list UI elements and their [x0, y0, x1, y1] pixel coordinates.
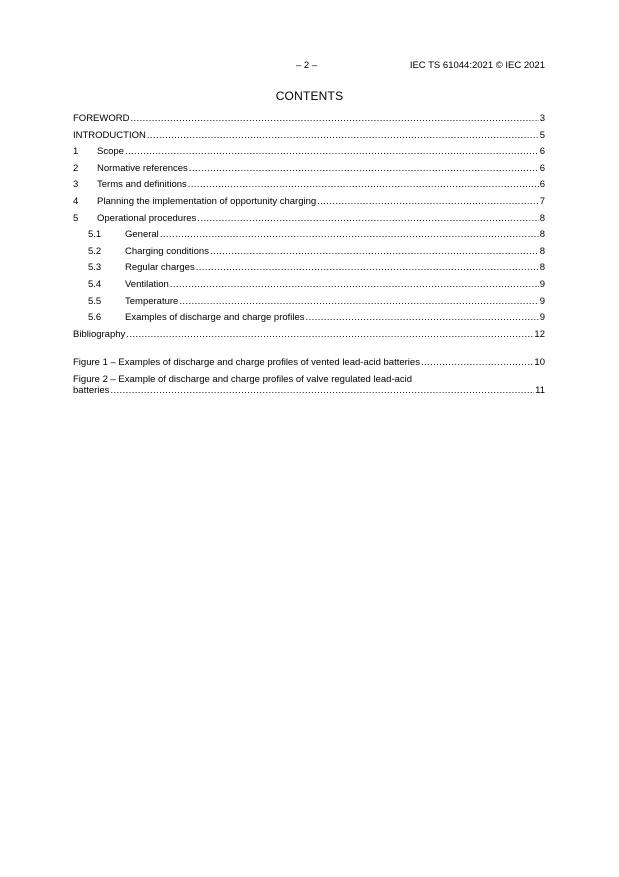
toc-entry-number: 1: [73, 146, 79, 158]
toc-entry-scope[interactable]: [73, 147, 545, 164]
toc-entry-number: 4: [73, 195, 79, 207]
toc-entry-planning[interactable]: [73, 197, 545, 214]
dot-leader: [179, 297, 538, 307]
figure-entry-2[interactable]: [73, 375, 545, 400]
toc-entry-foreword[interactable]: [73, 114, 545, 131]
figure-entry-page: 10: [534, 357, 545, 368]
toc-entry-title: Planning the implementation of opportunity charging: [97, 195, 317, 207]
dot-leader: [197, 214, 538, 224]
toc-entry-ventilation[interactable]: [73, 280, 545, 297]
dot-leader: [126, 330, 533, 340]
toc-entry-page: 6: [539, 179, 545, 191]
toc-entry-page: 8: [539, 212, 545, 224]
toc-entry-examples-profiles[interactable]: [73, 313, 545, 330]
dot-leader: [210, 247, 539, 257]
toc-entry-regular-charges[interactable]: [73, 263, 545, 280]
table-of-contents: [73, 114, 545, 346]
toc-entry-number: 5.2: [88, 245, 102, 257]
toc-entry-title: Regular charges: [125, 262, 195, 274]
toc-entry-title: Temperature: [125, 295, 179, 307]
figure-entry-title: Figure 2 – Example of discharge and charge profiles of valve regulated lead-acid: [73, 373, 413, 385]
toc-entry-number: 5.4: [88, 278, 102, 290]
list-of-figures: [73, 358, 545, 400]
toc-entry-general[interactable]: [73, 230, 545, 247]
toc-entry-title: Scope: [97, 146, 124, 158]
toc-entry-introduction[interactable]: [73, 131, 545, 148]
toc-entry-number: 2: [73, 162, 79, 174]
toc-entry-operational-procedures[interactable]: [73, 214, 545, 231]
toc-entry-title: Terms and definitions: [97, 179, 187, 191]
dot-leader: [306, 313, 539, 323]
toc-entry-page: 9: [539, 312, 545, 324]
toc-entry-page: 5: [539, 129, 545, 141]
figure-entry-title-continued: batteries: [73, 384, 110, 396]
toc-entry-page: 12: [534, 328, 545, 340]
toc-entry-number: 5.5: [88, 295, 102, 307]
toc-entry-title: Ventilation: [125, 278, 169, 290]
page-number: – 2 –: [296, 60, 318, 71]
toc-entry-title: FOREWORD: [73, 113, 130, 124]
toc-entry-page: 8: [539, 262, 545, 274]
dot-leader: [170, 280, 539, 290]
toc-entry-bibliography[interactable]: [73, 330, 545, 347]
dot-leader: [189, 164, 539, 174]
toc-entry-page: 6: [539, 162, 545, 174]
dot-leader: [125, 147, 539, 157]
toc-entry-title: INTRODUCTION: [73, 129, 146, 141]
figure-entry-page: 11: [535, 384, 545, 396]
figure-entry-1[interactable]: [73, 358, 545, 375]
dot-leader: [421, 358, 533, 368]
toc-entry-page: 9: [539, 278, 545, 290]
toc-entry-title: Charging conditions: [125, 245, 209, 257]
dot-leader: [160, 230, 539, 240]
toc-entry-title: Examples of discharge and charge profiles: [125, 312, 305, 324]
dot-leader: [317, 197, 539, 207]
toc-entry-number: 5.3: [88, 262, 102, 274]
toc-entry-charging-conditions[interactable]: [73, 247, 545, 264]
toc-entry-page: 9: [539, 295, 545, 307]
dot-leader: [110, 386, 534, 396]
figure-entry-continuation: [73, 386, 545, 400]
toc-entry-page: 6: [539, 146, 545, 158]
toc-entry-number: 5.1: [88, 229, 102, 241]
toc-entry-title: General: [125, 229, 159, 241]
toc-entry-normative-references[interactable]: [73, 164, 545, 181]
toc-entry-title: Normative references: [97, 162, 188, 174]
toc-entry-page: 7: [539, 195, 545, 207]
dot-leader: [130, 114, 538, 124]
toc-entry-terms-and-definitions[interactable]: [73, 180, 545, 197]
dot-leader: [188, 180, 539, 190]
toc-entry-page: 8: [539, 229, 545, 241]
toc-entry-page: 3: [539, 113, 545, 124]
figure-entry-title: Figure 1 – Examples of discharge and charge profiles of vented lead-acid batteries: [73, 357, 420, 368]
dot-leader: [147, 131, 539, 141]
page-header: [0, 61, 619, 73]
document-reference: IEC TS 61044:2021 © IEC 2021: [409, 60, 545, 71]
toc-entry-temperature[interactable]: [73, 297, 545, 314]
toc-entry-page: 8: [539, 245, 545, 257]
toc-entry-title: Operational procedures: [97, 212, 197, 224]
toc-entry-number: 5: [73, 212, 79, 224]
toc-entry-number: 5.6: [88, 312, 102, 324]
contents-title: CONTENTS: [275, 89, 344, 103]
dot-leader: [196, 263, 539, 273]
toc-entry-title: Bibliography: [73, 328, 126, 340]
toc-entry-number: 3: [73, 179, 79, 191]
